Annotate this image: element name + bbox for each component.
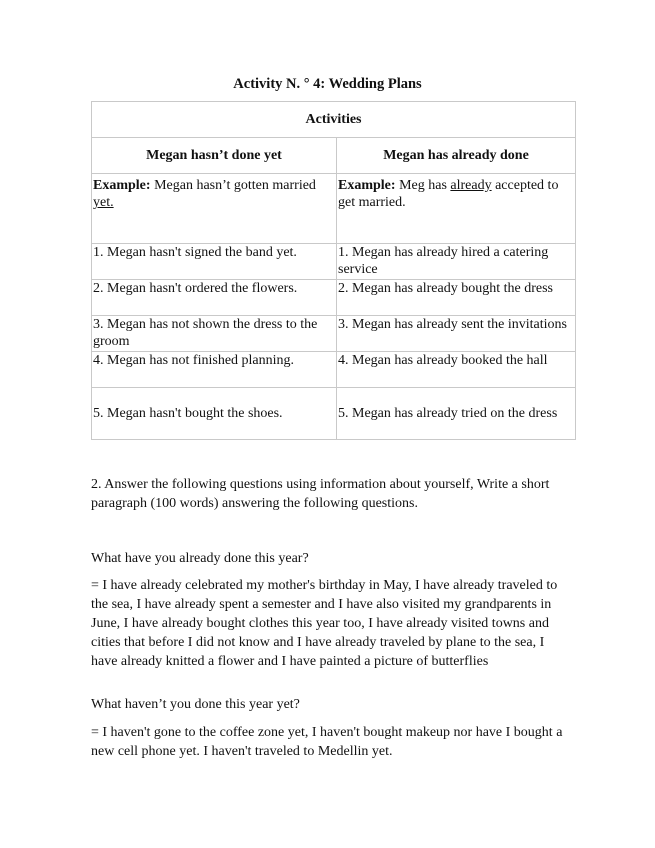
column-header-already-done: Megan has already done [337, 138, 576, 174]
example-underlined-word: already [450, 178, 492, 193]
table-cell: 2. Megan hasn't ordered the flowers. [92, 280, 337, 316]
table-cell: 4. Megan has already booked the hall [337, 352, 576, 388]
table-cell: 4. Megan has not finished planning. [92, 352, 337, 388]
table-cell: 3. Megan has already sent the invitations [337, 316, 576, 352]
table-cell: 3. Megan has not shown the dress to the groom [92, 316, 337, 352]
example-cell-right [337, 174, 576, 244]
table-cell: 5. Megan has already tried on the dress [337, 388, 576, 440]
table-cell: 2. Megan has already bought the dress [337, 280, 576, 316]
example-text: Meg has [395, 178, 451, 193]
example-text: accepted to get married. [338, 178, 559, 210]
example-label: Example: [93, 178, 151, 193]
table-cell: 1. Megan hasn't signed the band yet. [92, 244, 337, 280]
example-label: Example: [338, 178, 396, 193]
table-cell: 1. Megan has already hired a catering service [337, 244, 576, 280]
table-caption: Activities [92, 102, 576, 138]
instruction-paragraph: 2. Answer the following questions using information about yourself, Write a short paragraph (100 words) answering the following questions. [91, 477, 550, 511]
question-1: What have you already done this year? [91, 551, 309, 566]
column-header-not-done: Megan hasn’t done yet [92, 138, 337, 174]
example-cell-left [92, 174, 337, 244]
answer-1: = I have already celebrated my mother's birthday in May, I have already traveled to the sea, I have already spent a semester and I have also visited my grandparents in June, I have already bought clothes this year too, I have already visited towns and cities that before I did not know and I have already traveled by plane to the sea, I have already knitted a flower and I have painted a picture of butterflies [91, 578, 558, 669]
answer-2: = I haven't gone to the coffee zone yet, I haven't bought makeup nor have I bought a new cell phone yet. I haven't traveled to Medellin yet. [91, 725, 563, 759]
page-title: Activity N. ° 4: Wedding Plans [233, 76, 422, 92]
activities-table [91, 101, 576, 440]
example-underlined-word: yet. [93, 195, 114, 210]
table-cell: 5. Megan hasn't bought the shoes. [92, 388, 337, 440]
example-text: Megan hasn’t gotten married [150, 178, 316, 193]
question-2: What haven’t you done this year yet? [91, 697, 300, 712]
